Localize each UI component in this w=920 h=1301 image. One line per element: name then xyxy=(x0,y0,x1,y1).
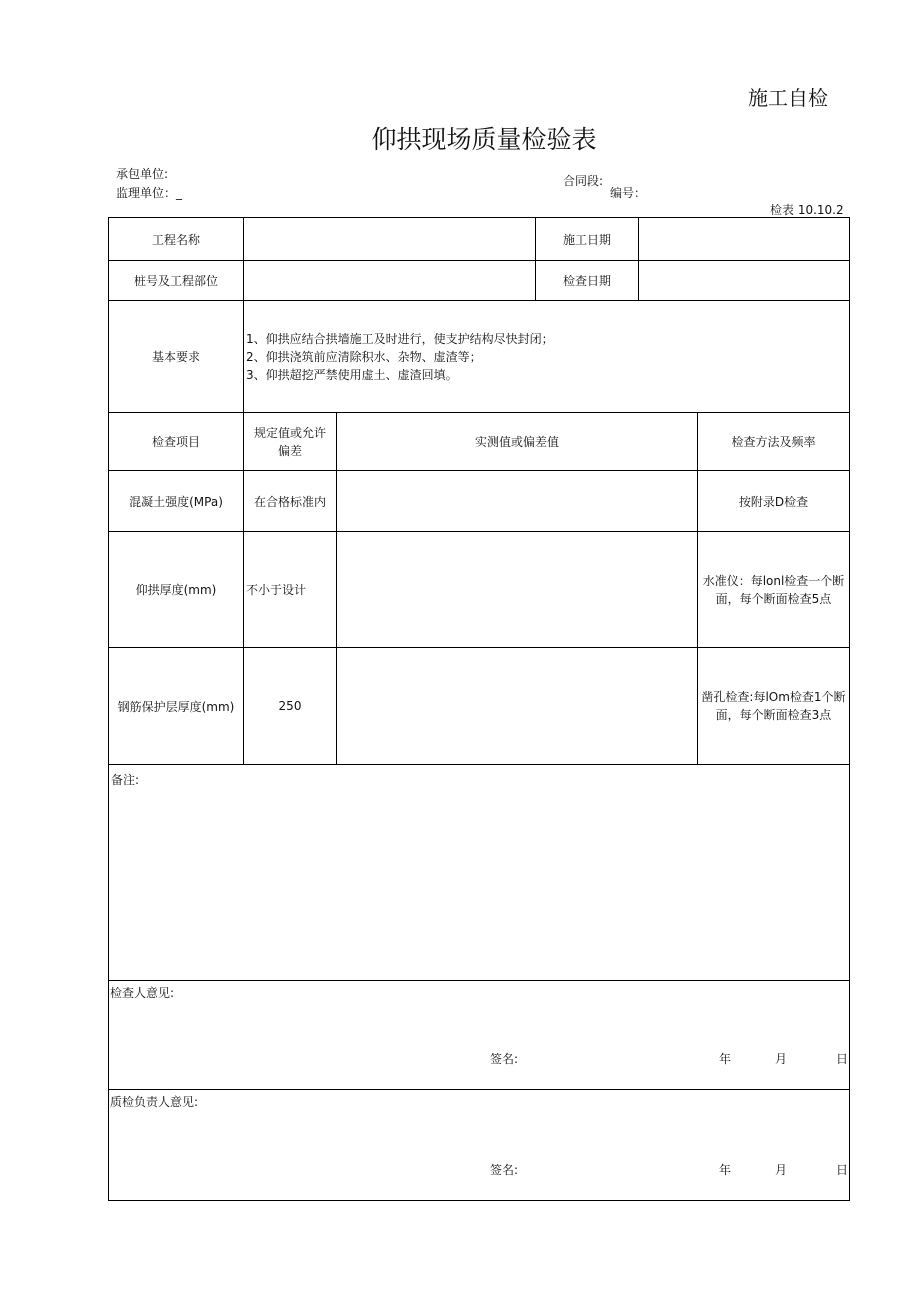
check-spec: 在合格标准内 xyxy=(244,471,337,532)
check-spec: 250 xyxy=(244,648,337,765)
measured-field[interactable] xyxy=(337,648,698,765)
page-title: 仰拱现场质量检验表 xyxy=(371,125,597,154)
contract-section-label: 合同段: xyxy=(563,174,604,188)
self-inspection-label: 施工自检 xyxy=(748,86,828,110)
requirement-line: 2、仰拱浇筑前应清除积水、杂物、虚渣等； xyxy=(246,349,482,364)
month-label: 月 xyxy=(775,1052,788,1066)
inspection-form xyxy=(108,217,850,1201)
inspector-opinion-field[interactable] xyxy=(109,981,850,1090)
contractor-label: 承包单位: xyxy=(116,167,169,181)
qc-opinion-row xyxy=(109,1090,850,1201)
station-field[interactable] xyxy=(244,261,536,301)
qc-opinion-label: 质检负责人意见: xyxy=(110,1095,199,1109)
check-header-row xyxy=(109,413,850,471)
inspector-opinion-label: 检查人意见: xyxy=(110,986,175,1000)
remarks-field[interactable] xyxy=(109,765,850,981)
supervisor-label: 监理单位：_ xyxy=(116,186,183,200)
year-label: 年 xyxy=(719,1163,732,1177)
header-method: 检查方法及频率 xyxy=(698,413,850,471)
check-method: 按附录D检查 xyxy=(698,471,850,532)
construction-date-label: 施工日期 xyxy=(536,218,639,261)
measured-field[interactable] xyxy=(337,471,698,532)
station-label: 桩号及工程部位 xyxy=(109,261,244,301)
check-item: 钢筋保护层厚度(mm) xyxy=(109,648,244,765)
remarks-label: 备注: xyxy=(111,773,140,787)
header-spec: 规定值或允许偏差 xyxy=(244,413,337,471)
requirement-line: 3、仰拱超挖严禁使用虚土、虚渣回填。 xyxy=(246,367,458,382)
table-row xyxy=(109,648,850,765)
station-row xyxy=(109,261,850,301)
year-label: 年 xyxy=(719,1052,732,1066)
signature-label: 签名: xyxy=(490,1163,519,1177)
check-item: 仰拱厚度(mm) xyxy=(109,532,244,648)
requirements-label: 基本要求 xyxy=(109,301,244,413)
project-name-row xyxy=(109,218,850,261)
check-item: 混凝土强度(MPa) xyxy=(109,471,244,532)
inspection-date-field[interactable] xyxy=(639,261,850,301)
check-method: 水准仪：每lonl检查一个断面，每个断面检查5点 xyxy=(698,532,850,648)
header-measured: 实测值或偏差值 xyxy=(337,413,698,471)
table-row xyxy=(109,471,850,532)
form-code: 检表 10.10.2 xyxy=(770,203,844,217)
header-check-item: 检查项目 xyxy=(109,413,244,471)
project-name-label: 工程名称 xyxy=(109,218,244,261)
day-label: 日 xyxy=(836,1163,849,1177)
day-label: 日 xyxy=(836,1052,849,1066)
qc-opinion-field[interactable] xyxy=(109,1090,850,1201)
remarks-row xyxy=(109,765,850,981)
construction-date-field[interactable] xyxy=(639,218,850,261)
table-row xyxy=(109,532,850,648)
project-name-field[interactable] xyxy=(244,218,536,261)
requirements-row xyxy=(109,301,850,413)
requirement-line: 1、仰拱应结合拱墙施工及时进行，使支护结构尽快封闭； xyxy=(246,331,554,346)
inspection-date-label: 检查日期 xyxy=(536,261,639,301)
check-method: 凿孔检查:每lOm检查1个断面，每个断面检查3点 xyxy=(698,648,850,765)
measured-field[interactable] xyxy=(337,532,698,648)
inspector-opinion-row xyxy=(109,981,850,1090)
check-spec: 不小于设计 xyxy=(244,532,337,648)
number-label: 编号： xyxy=(610,186,647,200)
requirements-text xyxy=(244,301,850,413)
signature-label: 签名: xyxy=(490,1052,519,1066)
month-label: 月 xyxy=(775,1163,788,1177)
